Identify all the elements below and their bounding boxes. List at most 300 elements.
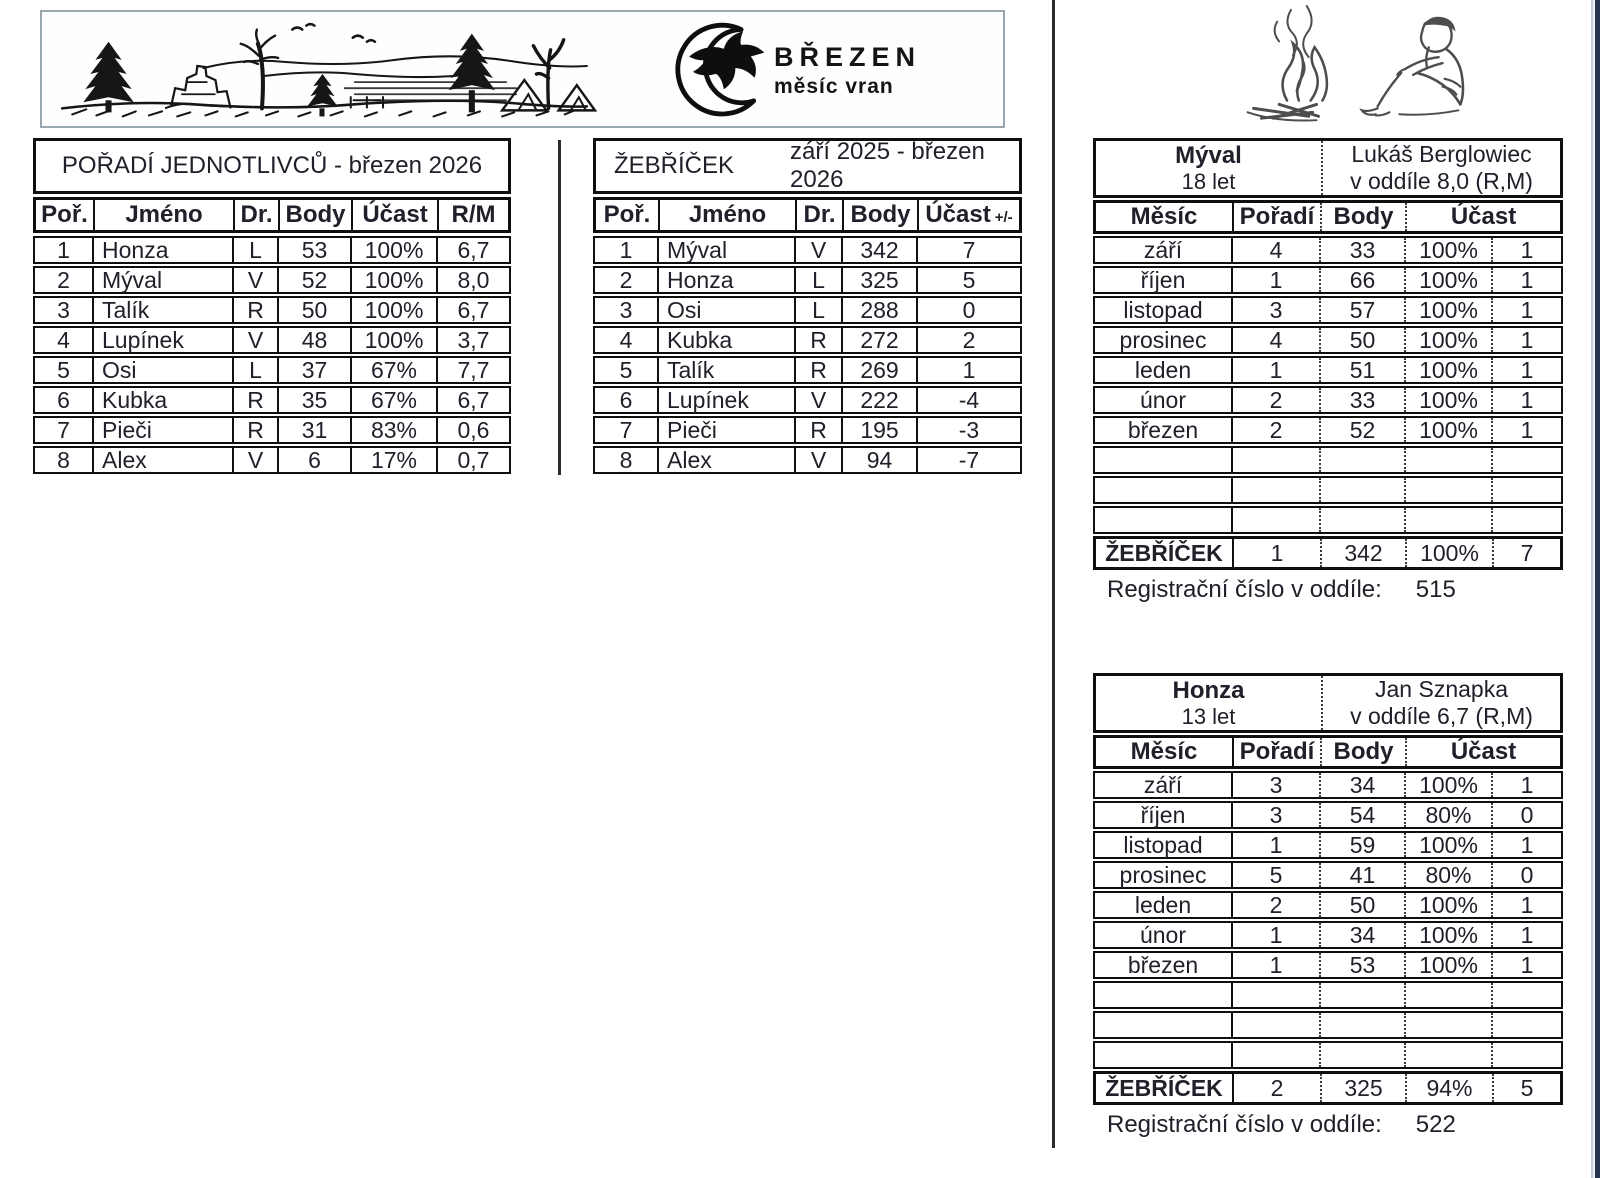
points-cell: 33 xyxy=(1319,238,1404,262)
points-cell: 35 xyxy=(277,388,350,412)
registration-number: 515 xyxy=(1415,576,1456,603)
ladder-table-header xyxy=(593,197,1022,233)
column-header: Měsíc xyxy=(1130,203,1198,230)
column-header: Dr. xyxy=(795,200,842,230)
month-cell: prosinec xyxy=(1119,326,1207,353)
attendance-cell: 17% xyxy=(350,448,436,472)
attendance-cell: 100% xyxy=(1404,773,1491,797)
summary-rank: 2 xyxy=(1232,1074,1320,1102)
points-cell: 50 xyxy=(1319,328,1404,352)
ucast-label: Účast xyxy=(925,201,991,228)
table-row xyxy=(1093,921,1563,949)
individual-table-title xyxy=(33,138,511,194)
table-row xyxy=(1093,831,1563,859)
points-cell xyxy=(1319,1043,1404,1067)
member-card-summary-row xyxy=(1093,1071,1563,1105)
attendance-flag-cell xyxy=(1491,983,1561,1007)
table-row xyxy=(593,356,1022,384)
month-cell: leden xyxy=(1134,891,1192,918)
attendance-flag-cell: 1 xyxy=(1491,773,1561,797)
month-title: BŘEZEN xyxy=(774,42,922,72)
rank-cell: 2 xyxy=(1231,893,1319,917)
attendance-cell xyxy=(1404,478,1491,502)
banner xyxy=(40,10,1005,128)
rank-cell: 6 xyxy=(619,386,633,413)
name-cell: Pieči xyxy=(92,418,232,442)
points-cell: 50 xyxy=(277,298,350,322)
attendance-flag-cell: 1 xyxy=(1491,328,1561,352)
delta-cell: 1 xyxy=(916,358,1020,382)
patrol-cell: L xyxy=(794,268,841,292)
attendance-cell: 100% xyxy=(350,328,436,352)
column-header: R/M xyxy=(437,200,508,230)
month-cell: únor xyxy=(1139,921,1187,948)
member-card-honza xyxy=(1093,673,1563,1139)
attendance-cell xyxy=(1404,983,1491,1007)
member-card-name-box xyxy=(1093,673,1563,733)
points-cell: 51 xyxy=(1319,358,1404,382)
name-cell: Honza xyxy=(92,238,232,262)
table-row xyxy=(1093,356,1563,384)
rank-cell: 4 xyxy=(1231,238,1319,262)
month-cell xyxy=(1095,983,1231,1007)
rm-cell: 7,7 xyxy=(436,358,509,382)
table-row xyxy=(1093,296,1563,324)
ucast-suffix: +/- xyxy=(994,208,1013,226)
member-nickname: Mýval xyxy=(1175,142,1242,169)
summary-delta: 7 xyxy=(1492,539,1560,567)
month-cell: březen xyxy=(1127,416,1199,443)
points-cell xyxy=(1319,983,1404,1007)
month-cell: leden xyxy=(1134,356,1192,383)
column-header: Body xyxy=(278,200,351,230)
name-cell: Talík xyxy=(657,358,794,382)
attendance-flag-cell: 0 xyxy=(1491,863,1561,887)
table-row xyxy=(1093,891,1563,919)
summary-points: 325 xyxy=(1320,1074,1405,1102)
points-cell: 52 xyxy=(1319,418,1404,442)
attendance-flag-cell xyxy=(1491,508,1561,532)
patrol-cell: V xyxy=(232,268,277,292)
summary-label: ŽEBŘÍČEK xyxy=(1105,1074,1223,1101)
table-row xyxy=(593,446,1022,474)
rank-cell: 5 xyxy=(1231,863,1319,887)
member-fullname: Lukáš Berglowiec xyxy=(1351,141,1532,167)
points-cell: 57 xyxy=(1319,298,1404,322)
individual-table-header xyxy=(33,197,511,233)
attendance-flag-cell: 1 xyxy=(1491,833,1561,857)
patrol-cell: R xyxy=(794,418,841,442)
attendance-flag-cell: 1 xyxy=(1491,388,1561,412)
month-cell xyxy=(1095,1043,1231,1067)
column-header: Pořadí xyxy=(1232,203,1320,231)
rank-cell: 1 xyxy=(1231,953,1319,977)
attendance-cell: 100% xyxy=(1404,418,1491,442)
table-row xyxy=(1093,981,1563,1009)
points-cell: 53 xyxy=(1319,953,1404,977)
points-cell: 50 xyxy=(1319,893,1404,917)
attendance-cell: 80% xyxy=(1404,863,1491,887)
attendance-cell: 100% xyxy=(350,238,436,262)
patrol-cell: L xyxy=(232,358,277,382)
member-troop-score: v oddíle 6,7 (R,M) xyxy=(1350,703,1533,729)
table-row xyxy=(33,356,511,384)
rank-cell: 3 xyxy=(1231,803,1319,827)
summary-attendance: 100% xyxy=(1405,539,1492,567)
summary-attendance: 94% xyxy=(1405,1074,1492,1102)
member-nickname: Honza xyxy=(1172,677,1245,704)
member-card-body xyxy=(1093,236,1563,534)
attendance-flag-cell: 1 xyxy=(1491,418,1561,442)
rank-cell: 3 xyxy=(57,296,70,323)
month-subtitle: měsíc vran xyxy=(774,75,894,98)
attendance-cell: 100% xyxy=(1404,388,1491,412)
column-header: Body xyxy=(1320,203,1405,231)
attendance-flag-cell: 1 xyxy=(1491,923,1561,947)
patrol-cell: R xyxy=(232,298,277,322)
points-cell: 54 xyxy=(1319,803,1404,827)
name-cell: Talík xyxy=(92,298,232,322)
table-row xyxy=(1093,771,1563,799)
rm-cell: 3,7 xyxy=(436,328,509,352)
column-header: Dr. xyxy=(233,200,278,230)
attendance-cell: 83% xyxy=(350,418,436,442)
column-header: Poř. xyxy=(603,201,651,228)
attendance-cell: 100% xyxy=(1404,298,1491,322)
rank-cell: 7 xyxy=(619,416,633,443)
attendance-flag-cell: 1 xyxy=(1491,893,1561,917)
points-cell xyxy=(1319,508,1404,532)
member-fullname: Jan Sznapka xyxy=(1375,676,1508,702)
attendance-flag-cell: 1 xyxy=(1491,238,1561,262)
points-cell: 66 xyxy=(1319,268,1404,292)
rank-cell: 2 xyxy=(57,266,70,293)
column-header xyxy=(917,200,1019,230)
attendance-cell: 100% xyxy=(1404,358,1491,382)
title-text: ŽEBŘÍČEK xyxy=(614,152,735,179)
month-cell: únor xyxy=(1139,386,1187,413)
page-right-edge xyxy=(1591,0,1600,1178)
points-cell: 34 xyxy=(1319,773,1404,797)
rm-cell: 6,7 xyxy=(436,298,509,322)
individual-table-body xyxy=(33,236,511,474)
month-cell: říjen xyxy=(1140,266,1186,293)
patrol-cell: V xyxy=(232,448,277,472)
points-cell xyxy=(1319,448,1404,472)
table-row xyxy=(33,266,511,294)
rank-cell: 4 xyxy=(1231,328,1319,352)
ladder-table-body xyxy=(593,236,1022,474)
points-cell: 48 xyxy=(277,328,350,352)
member-age: 13 let xyxy=(1181,704,1236,729)
campfire-boy-sketch xyxy=(1195,2,1511,132)
month-cell: prosinec xyxy=(1119,861,1207,888)
attendance-flag-cell: 1 xyxy=(1491,298,1561,322)
attendance-flag-cell: 1 xyxy=(1491,953,1561,977)
column-header: Body xyxy=(842,200,917,230)
points-cell xyxy=(1319,478,1404,502)
attendance-flag-cell xyxy=(1491,1013,1561,1037)
month-cell xyxy=(1095,508,1231,532)
table-row xyxy=(593,236,1022,264)
name-cell: Alex xyxy=(657,448,794,472)
delta-cell: 5 xyxy=(916,268,1020,292)
month-cell: říjen xyxy=(1140,801,1186,828)
delta-cell: 2 xyxy=(916,328,1020,352)
title-text: POŘADÍ JEDNOTLIVCŮ - březen 2026 xyxy=(61,152,483,179)
rank-cell xyxy=(1231,1043,1319,1067)
attendance-cell: 100% xyxy=(1404,893,1491,917)
points-cell: 41 xyxy=(1319,863,1404,887)
column-header: Měsíc xyxy=(1130,738,1198,765)
column-header: Body xyxy=(1320,738,1405,766)
page-divider-line xyxy=(1052,0,1055,1148)
patrol-cell: R xyxy=(232,418,277,442)
member-fullname-box xyxy=(1323,141,1560,195)
member-card-name-box xyxy=(1093,138,1563,198)
rank-cell: 7 xyxy=(57,416,70,443)
member-card-summary-row xyxy=(1093,536,1563,570)
column-header: Poř. xyxy=(41,201,88,228)
delta-cell: 7 xyxy=(916,238,1020,262)
name-cell: Osi xyxy=(92,358,232,382)
table-row xyxy=(1093,416,1563,444)
attendance-cell: 100% xyxy=(1404,238,1491,262)
rank-cell xyxy=(1231,508,1319,532)
rank-cell: 4 xyxy=(57,326,70,353)
member-card-body xyxy=(1093,771,1563,1069)
member-nickname-box xyxy=(1096,141,1323,195)
points-cell: 94 xyxy=(841,448,916,472)
patrol-cell: L xyxy=(232,238,277,262)
attendance-cell: 67% xyxy=(350,358,436,382)
rank-cell: 3 xyxy=(1231,773,1319,797)
points-cell xyxy=(1319,1013,1404,1037)
rm-cell: 6,7 xyxy=(436,388,509,412)
patrol-cell: R xyxy=(794,358,841,382)
name-cell: Kubka xyxy=(657,328,794,352)
name-cell: Lupínek xyxy=(657,388,794,412)
patrol-cell: V xyxy=(794,388,841,412)
rank-cell xyxy=(1231,983,1319,1007)
month-logo-text xyxy=(774,16,921,99)
summary-points: 342 xyxy=(1320,539,1405,567)
attendance-cell: 100% xyxy=(1404,923,1491,947)
camp-landscape-sketch xyxy=(52,15,597,125)
rank-cell: 2 xyxy=(1231,388,1319,412)
month-cell xyxy=(1095,478,1231,502)
points-cell: 342 xyxy=(841,238,916,262)
crescent-moon-crow-icon xyxy=(664,16,772,124)
table-row xyxy=(1093,506,1563,534)
attendance-cell: 100% xyxy=(1404,268,1491,292)
summary-label: ŽEBŘÍČEK xyxy=(1105,539,1223,566)
table-row xyxy=(33,236,511,264)
rank-cell: 3 xyxy=(619,296,633,323)
table-row xyxy=(33,296,511,324)
table-row xyxy=(593,386,1022,414)
title-period: září 2025 - březen 2026 xyxy=(790,138,985,193)
summary-rank: 1 xyxy=(1232,539,1320,567)
rank-cell: 8 xyxy=(57,446,70,473)
name-cell: Alex xyxy=(92,448,232,472)
table-row xyxy=(593,326,1022,354)
attendance-cell: 80% xyxy=(1404,803,1491,827)
points-cell: 288 xyxy=(841,298,916,322)
rank-cell: 5 xyxy=(619,356,633,383)
column-header: Účast xyxy=(351,200,437,230)
rank-cell: 1 xyxy=(1231,833,1319,857)
column-header: Účast xyxy=(1405,738,1560,766)
points-cell: 59 xyxy=(1319,833,1404,857)
table-row xyxy=(593,266,1022,294)
table-row xyxy=(1093,326,1563,354)
delta-cell: 0 xyxy=(916,298,1020,322)
member-card-header xyxy=(1093,735,1563,769)
rank-cell: 1 xyxy=(619,236,633,263)
ladder-table-title xyxy=(593,138,1022,194)
table-divider-line xyxy=(558,140,561,475)
patrol-cell: L xyxy=(794,298,841,322)
points-cell: 33 xyxy=(1319,388,1404,412)
attendance-cell xyxy=(1404,448,1491,472)
table-row xyxy=(33,446,511,474)
attendance-flag-cell xyxy=(1491,1043,1561,1067)
rank-cell xyxy=(1231,478,1319,502)
registration-line xyxy=(1093,576,1563,604)
patrol-cell: R xyxy=(794,328,841,352)
points-cell: 53 xyxy=(277,238,350,262)
rm-cell: 0,7 xyxy=(436,448,509,472)
rank-cell: 1 xyxy=(1231,268,1319,292)
rank-cell: 4 xyxy=(619,326,633,353)
registration-label: Registrační číslo v oddíle: xyxy=(1107,576,1382,603)
member-card-myval xyxy=(1093,138,1563,604)
table-row xyxy=(1093,386,1563,414)
table-row xyxy=(1093,266,1563,294)
points-cell: 222 xyxy=(841,388,916,412)
table-row xyxy=(1093,476,1563,504)
table-row xyxy=(593,296,1022,324)
registration-number: 522 xyxy=(1415,1111,1456,1138)
attendance-cell: 100% xyxy=(1404,328,1491,352)
table-row xyxy=(1093,236,1563,264)
column-header: Jméno xyxy=(658,200,795,230)
attendance-cell: 100% xyxy=(350,298,436,322)
attendance-cell xyxy=(1404,508,1491,532)
name-cell: Mýval xyxy=(657,238,794,262)
column-header: Účast xyxy=(1405,203,1560,231)
rm-cell: 8,0 xyxy=(436,268,509,292)
points-cell: 272 xyxy=(841,328,916,352)
month-cell: listopad xyxy=(1123,296,1203,323)
table-row xyxy=(593,416,1022,444)
rm-cell: 6,7 xyxy=(436,238,509,262)
points-cell: 34 xyxy=(1319,923,1404,947)
rank-cell xyxy=(1231,448,1319,472)
registration-line xyxy=(1093,1111,1563,1139)
points-cell: 37 xyxy=(277,358,350,382)
attendance-flag-cell xyxy=(1491,448,1561,472)
ladder-table xyxy=(593,138,1022,476)
rank-cell: 5 xyxy=(57,356,70,383)
delta-cell: -7 xyxy=(916,448,1020,472)
name-cell: Osi xyxy=(657,298,794,322)
column-header: Jméno xyxy=(93,200,233,230)
points-cell: 325 xyxy=(841,268,916,292)
table-row xyxy=(1093,1041,1563,1069)
points-cell: 269 xyxy=(841,358,916,382)
points-cell: 6 xyxy=(277,448,350,472)
points-cell: 195 xyxy=(841,418,916,442)
table-row xyxy=(33,416,511,444)
delta-cell: -4 xyxy=(916,388,1020,412)
attendance-flag-cell: 1 xyxy=(1491,358,1561,382)
rm-cell: 0,6 xyxy=(436,418,509,442)
patrol-cell: R xyxy=(232,388,277,412)
patrol-cell: V xyxy=(794,238,841,262)
name-cell: Kubka xyxy=(92,388,232,412)
member-age: 18 let xyxy=(1181,169,1236,194)
rank-cell: 8 xyxy=(619,446,633,473)
rank-cell: 6 xyxy=(57,386,70,413)
rank-cell: 3 xyxy=(1231,298,1319,322)
summary-delta: 5 xyxy=(1492,1074,1560,1102)
table-row xyxy=(1093,861,1563,889)
month-cell: září xyxy=(1143,771,1183,798)
member-fullname-box xyxy=(1323,676,1560,730)
attendance-flag-cell: 1 xyxy=(1491,268,1561,292)
month-cell: listopad xyxy=(1123,831,1203,858)
attendance-flag-cell xyxy=(1491,478,1561,502)
column-header: Pořadí xyxy=(1232,738,1320,766)
patrol-cell: V xyxy=(232,328,277,352)
attendance-cell xyxy=(1404,1043,1491,1067)
attendance-cell: 100% xyxy=(1404,953,1491,977)
rank-cell: 1 xyxy=(1231,358,1319,382)
individual-ranking-table xyxy=(33,138,511,476)
table-row xyxy=(1093,951,1563,979)
table-row xyxy=(1093,446,1563,474)
points-cell: 31 xyxy=(277,418,350,442)
month-cell xyxy=(1095,1013,1231,1037)
table-row xyxy=(1093,1011,1563,1039)
name-cell: Honza xyxy=(657,268,794,292)
table-row xyxy=(1093,801,1563,829)
name-cell: Mýval xyxy=(92,268,232,292)
delta-cell: -3 xyxy=(916,418,1020,442)
month-logo xyxy=(664,16,921,124)
month-cell: září xyxy=(1143,236,1183,263)
patrol-cell: V xyxy=(794,448,841,472)
registration-label: Registrační číslo v oddíle: xyxy=(1107,1111,1382,1138)
attendance-cell: 67% xyxy=(350,388,436,412)
month-cell xyxy=(1095,448,1231,472)
attendance-flag-cell: 0 xyxy=(1491,803,1561,827)
attendance-cell: 100% xyxy=(1404,833,1491,857)
points-cell: 52 xyxy=(277,268,350,292)
table-row xyxy=(33,326,511,354)
attendance-cell xyxy=(1404,1013,1491,1037)
attendance-cell: 100% xyxy=(350,268,436,292)
member-troop-score: v oddíle 8,0 (R,M) xyxy=(1350,168,1533,194)
member-nickname-box xyxy=(1096,676,1323,730)
month-cell: březen xyxy=(1127,951,1199,978)
rank-cell xyxy=(1231,1013,1319,1037)
table-row xyxy=(33,386,511,414)
rank-cell: 1 xyxy=(1231,923,1319,947)
rank-cell: 1 xyxy=(57,236,70,263)
